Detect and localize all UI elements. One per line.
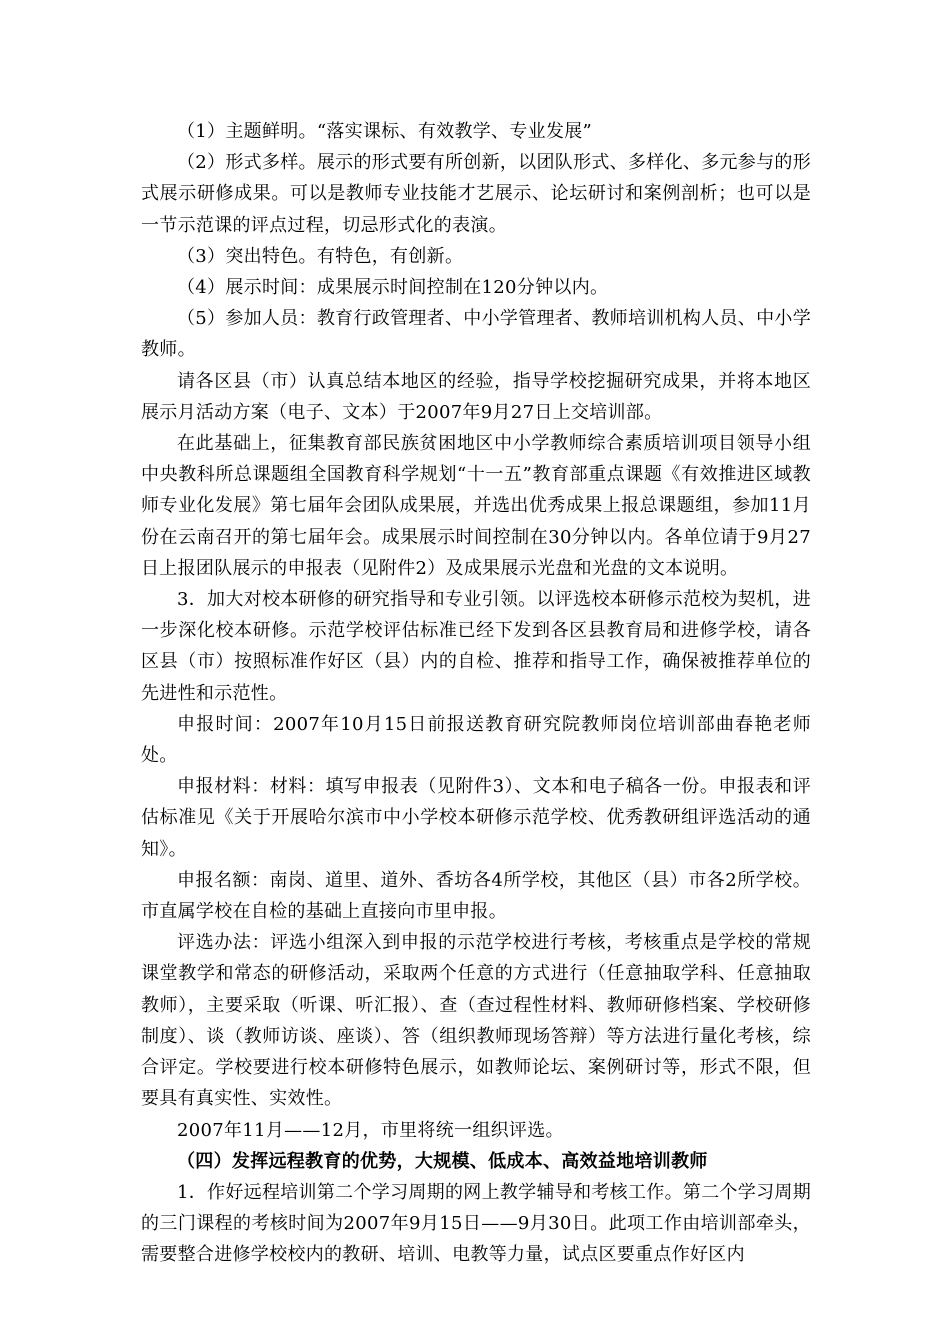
paragraph-selection-method: 评选办法：评选小组深入到申报的示范学校进行考核，考核重点是学校的常规课堂教学和常态的研修活动，采取两个任意的方式进行（任意抽取学科、任意抽取教师），主要采取（听课、听汇报）、查（查过程性材料、教师研修档案、学校研修制度）、谈（教师访谈、座谈）、答（组织教师现场答辩）等方法进行量化考核，综合评定。学校要进行校本研修特色展示，如教师论坛、案例研讨等，形式不限，但要具有真实性、实效性。 (141, 932, 811, 1110)
paragraph-theme: （1）主题鲜明。“落实课标、有效教学、专业发展” (177, 121, 593, 142)
paragraph-school-research: 3．加大对校本研修的研究指导和专业引领。以评选校本研修示范校为契机，进一步深化校本研修。示范学校评估标准已经下发到各区县教育局和进修学校，请各区县（市）按照标准作好区（县）内的自检、推荐和指导工作，确保被推荐单位的先进性和示范性。 (141, 589, 811, 704)
paragraph-annual-meeting: 在此基础上，征集教育部民族贫困地区中小学教师综合素质培训项目领导小组中央教科所总课题组全国教育科学规划“十一五”教育部重点课题《有效推进区域教师专业化发展》第七届年会团队成果展，并选出优秀成果上报总课题组，参加11月份在云南召开的第七届年会。成果展示时间控制在30分钟以内。各单位请于9月27日上报团队展示的申报表（见附件2）及成果展示光盘和光盘的文本说明。 (141, 433, 811, 579)
paragraph-application-quota: 申报名额：南岗、道里、道外、香坊各4所学校，其他区（县）市各2所学校。市直属学校在自检的基础上直接向市里申报。 (141, 869, 811, 923)
paragraph-display-time: （4）展示时间：成果展示时间控制在120分钟以内。 (177, 277, 609, 299)
paragraph-format: （2）形式多样。展示的形式要有所创新，以团队形式、多样化、多元参与的形式展示研修成果。可以是教师专业技能才艺展示、论坛研讨和案例剖析；也可以是一节示范课的评点过程，切忌形式化的表演。 (141, 152, 811, 236)
document-page (141, 116, 811, 1271)
paragraph-participants: （5）参加人员：教育行政管理者、中小学管理者、教师培训机构人员、中小学教师。 (141, 308, 811, 361)
paragraph-district-summary: 请各区县（市）认真总结本地区的经验，指导学校挖掘研究成果，并将本地区展示月活动方案（电子、文本）于2007年9月27日上交培训部。 (141, 370, 811, 423)
paragraph-application-materials: 申报材料：材料：填写申报表（见附件3）、文本和电子稿各一份。申报表和评估标准见《关于开展哈尔滨市中小学校本研修示范学校、优秀教研组评选活动的通知》。 (141, 776, 811, 860)
paragraph-application-time: 申报时间：2007年10月15日前报送教育研究院教师岗位培训部曲春艳老师处。 (141, 713, 811, 767)
paragraph-features: （3）突出特色。有特色，有创新。 (177, 245, 464, 267)
section-heading-remote-education: （四）发挥远程教育的优势，大规模、低成本、高效益地培训教师 (177, 1150, 708, 1172)
paragraph-selection-date: 2007年11月——12月，市里将统一组织评选。 (177, 1119, 564, 1141)
paragraph-remote-training: 1．作好远程培训第二个学习周期的网上教学辅导和考核工作。第二个学习周期的三门课程的考核时间为2007年9月15日——9月30日。此项工作由培训部牵头，需要整合进修学校校内的教研、培训、电教等力量，试点区要重点作好区内 (141, 1181, 811, 1266)
